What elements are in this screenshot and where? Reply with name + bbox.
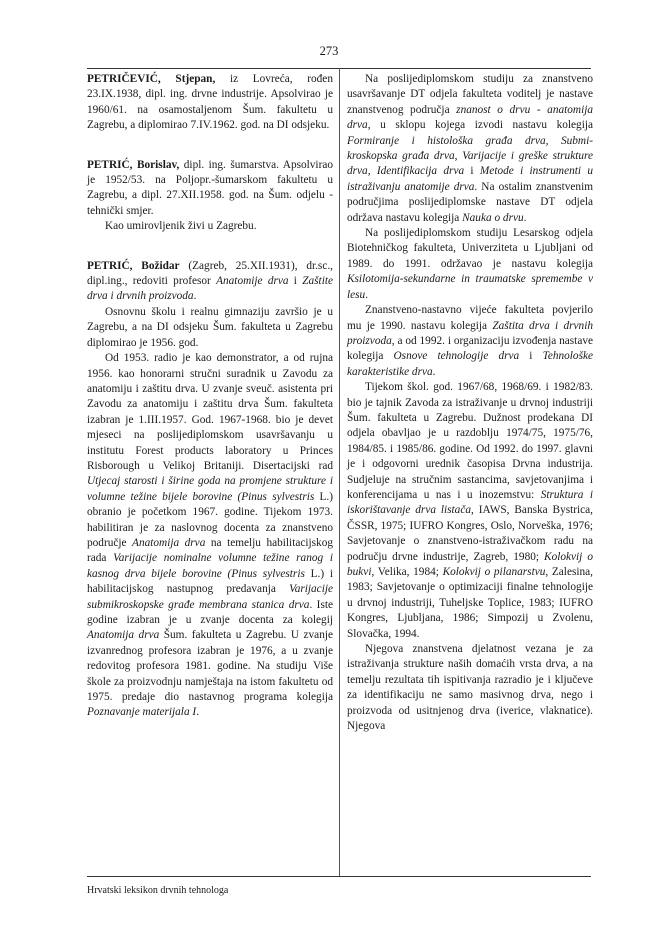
entry-text: .: [432, 365, 436, 378]
entry-text: , a od 1992. i organizaciju izvođenja nastave kolegija: [347, 334, 593, 363]
entry-paragraph: [347, 72, 593, 226]
entry-petric-borislav: [87, 158, 333, 235]
entry-text: .: [193, 290, 197, 303]
entry-paragraph: [87, 351, 333, 721]
bottom-rule: [87, 876, 591, 877]
entry-text: i: [519, 350, 543, 363]
entry-text: .: [365, 288, 369, 301]
entry-text: L.) obranio je početkom 1967. godine. Tijekom 1973. habilitiran je za naslovnog docenta za znanstveno područje: [87, 490, 333, 549]
habilitation-title: Varijacije nominalne volumne težine ranog i kasnog drva bijele borovine (Pinus sylvestris: [87, 552, 333, 580]
entry-paragraph: Kao umirovljenik živi u Zagrebu.: [105, 220, 257, 233]
entry-text: , Zalesina, 1983; Savjetovanje o optimizaciji finalne tehnologije u drvnoj industriji, Tuheljske Toplice, 1983; IUFRO Kongres, Ljubljana, 1986; Simpozij u Zvolenu, Slovačka, 1994.: [347, 566, 593, 640]
right-column: [347, 72, 593, 734]
entry-text: , u sklopu kojega izvodi nastavu kolegija: [367, 119, 593, 132]
course-title: Ksilotomija-sekundarne in traumatske spremembe v lesu: [347, 273, 593, 301]
lecture-title: Varijacije submikroskopske građe membrana stanica drva: [87, 583, 333, 611]
entry-text: Na poslijediplomskom studiju Lesarskog odjela Biotehničkog fakulteta, Univerziteta u Ljubljani od 1989. do 1991. održavao je nastavu kolegija: [347, 227, 593, 270]
course-title: Tehnološke karakteristike drva: [347, 350, 593, 378]
entry-text: Znanstveno-nastavno vijeće fakulteta povjerilo mu je 1990. nastavu kolegija: [347, 304, 593, 332]
entry-text: L.) i habilitacijskog nastupnog predavanja: [87, 567, 333, 596]
entry-text: Tijekom škol. god. 1967/68, 1968/69. i 1982/83. bio je tajnik Zavoda za istraživanje u drvnoj industriji Šum. fakulteta u Zagrebu. Dužnost prodekana DI odjela obavljao je u razdoblju 1974/75, 1975/76, 1984/85. i 1985/86. godine. Od 1992. do 1997. glavni je i odgovorni urednik časopisa Drvna industrija. Sudjeluje na stručnim sastancima, savjetovanjima i konferencijama u nas i u inozemstvu:: [347, 381, 593, 501]
entry-headword: PETRIĆ, Borislav,: [87, 158, 180, 171]
course-title: Zaštita drva i drvnih proizvoda: [347, 319, 593, 347]
page-number: 273: [319, 44, 339, 58]
entry-text: . Iste godine izabran je u zvanje docenta za kolegij: [87, 598, 333, 626]
course-title: Poznavanje materijala I: [87, 706, 197, 719]
entry-paragraph: [347, 226, 593, 303]
event-title: Kolokvij o bukvi: [347, 550, 593, 578]
entry-text: .: [523, 211, 527, 224]
course-title: Formiranje i histološka građa drva, Submi-kroskopska građa drva, Varijacije i greške strukture drva, Identifikacija drva: [347, 134, 593, 178]
entry-text: na temelju habilitacijskog rada: [87, 536, 333, 565]
left-column: [87, 72, 333, 745]
entry-text: Na poslijediplomskom studiju za znanstveno usavršavanje DT odjela fakulteta voditelj je nastave znanstvenog područja: [347, 73, 593, 116]
entry-paragraph: [347, 380, 593, 642]
entry-text: . Na ostalim znanstvenim područjima poslijediplomske nastave DT odjela održava nastavu kolegija: [347, 180, 594, 224]
entry-text: Od 1953. radio je kao demonstrator, a od rujna 1956. kao honorarni stručni suradnik u Zavodu za anatomiju i zaštitu drva. U zvanje sveuč. asistenta pri Zavodu za anatomiju i zaštitu drva Šum. fakulteta izabran je 1.III.1957. God. 1967-1968. bio je devet mjeseci na poslijediplomskom usavršavanju u institutu Forest products laboratory u Princes Risborough u Velikoj Britaniji. Disertacijski rad: [87, 352, 333, 472]
course-title: Anatomija drva: [87, 629, 160, 642]
course-title: Metode i instrumenti u istraživanju anatomije drva: [347, 165, 593, 193]
course-title: Nauka o drvu: [462, 211, 524, 224]
entry-text: .: [196, 706, 200, 719]
entry-paragraph: Osnovnu školu i realnu gimnaziju završio je u Zagrebu, a na DI odsjeku Šum. fakulteta u Zagrebu diplomirao je 1956. god.: [87, 305, 333, 349]
entry-text: iz Lovreća, rođen 23.IX.1938, dipl. ing. drvne industrije. Apsolvirao je 1960/61. na osamostaljenom Šum. fakultetu u Zagrebu, a diplomirao 7.IV.1962. god. na DI odsjeku.: [87, 73, 333, 132]
field-title: Anatomija drva: [132, 536, 206, 549]
event-title: Struktura i iskorištavanje drva listača: [347, 488, 593, 517]
entry-text: (Zagreb, 25.XII.1931), dr.sc., dipl.ing., redoviti profesor: [87, 259, 333, 288]
entry-text: Šum. fakulteta u Zagrebu. U zvanje izvanrednog profesora izabran je 1976, a u zvanje redovitog profesora 1981. godine. Na studiju Više škole za proizvodnju namještaja na istom fakultetu od 1975. predaje dio nastavnog programa kolegija: [87, 629, 333, 704]
course-title: Osnove tehnologije drva: [393, 350, 520, 363]
column-divider: [339, 68, 340, 876]
entry-petricevic-stjepan: [87, 72, 333, 134]
course-title: Zaštite drva i drvnih proizvoda: [87, 275, 333, 303]
entry-headword: PETRIĆ, Božidar: [87, 259, 180, 272]
thesis-title: Utjecaj starosti i širine goda na promjene strukture i volumne težine bijele borovine (Pinus sylvestris: [87, 475, 333, 503]
event-title: Kolokvij o pilanarstvu: [442, 566, 546, 578]
field-title: znanost o drvu - anatomija drva: [347, 103, 593, 132]
course-title: Anatomije drva: [216, 275, 289, 288]
entry-paragraph: [347, 303, 593, 380]
entry-text: , IAWS, Banska Bystrica, ČSSR, 1975; IUFRO Kongres, Oslo, Norveška, 1976; Savjetovanje o znanstveno-istraživačkom radu na području drvne industrije, Zagreb, 1980;: [347, 504, 594, 563]
entry-headword: PETRIČEVIĆ, Stjepan,: [87, 73, 216, 85]
entry-paragraph: Njegova znanstvena djelatnost vezana je za istraživanja strukture naših domaćih vrsta drva, a na temelju rezultata tih ispitivanja razradio je i ključeve za identifikaciju ne samo masivnog drva, nego i proizvoda od usitnjenog drva (iverice, vlaknatice). Njegova: [347, 643, 593, 733]
entry-text: , Velika, 1984;: [371, 566, 443, 578]
entry-text: i: [464, 165, 480, 178]
entry-petric-bozidar: [87, 259, 333, 721]
entry-text: i: [288, 275, 303, 288]
footer-title: Hrvatski leksikon drvnih tehnologa: [87, 885, 229, 896]
entry-text: dipl. ing. šumarstva. Apsolvirao je 1952/53. na Poljopr.-šumarskom fakultetu u Zagrebu, a dipl. 27.XII.1958. god. na Šum. odjelu - tehnički smjer.: [87, 158, 333, 217]
